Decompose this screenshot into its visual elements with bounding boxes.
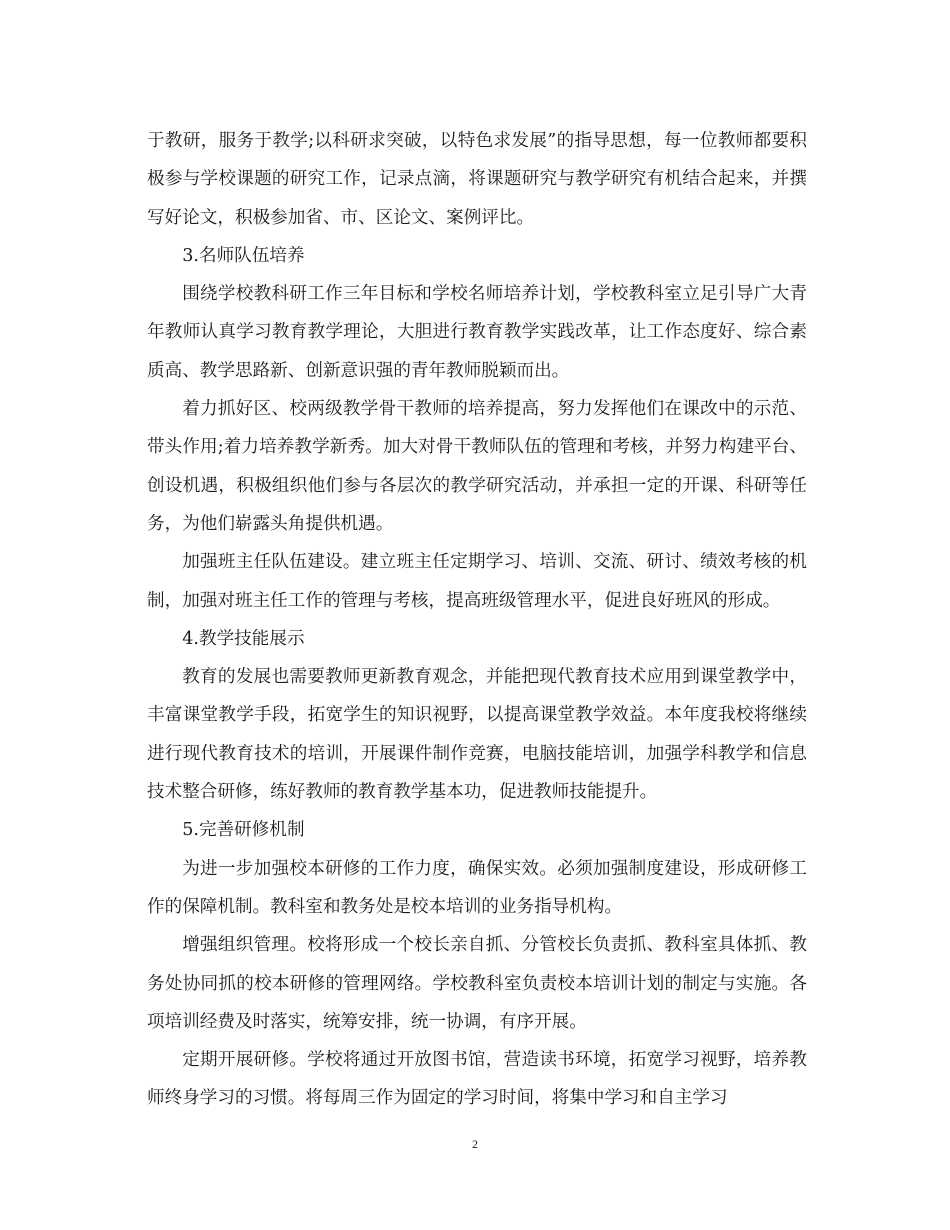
paragraph: 为进一步加强校本研修的工作力度，确保实效。必须加强制度建设，形成研修工作的保障机制。教科室和教务处是校本培训的业务指导机构。 xyxy=(147,858,807,917)
paragraph: 着力抓好区、校两级教学骨干教师的培养提高，努力发挥他们在课改中的示范、带头作用;着力培养教学新秀。加大对骨干教师队伍的管理和考核，并努力构建平台、创设机遇，积极组织他们参与各层次的教学研究活动，并承担一定的开课、科研等任务，为他们崭露头角提供机遇。 xyxy=(147,399,807,534)
page-number: 2 xyxy=(472,1137,478,1151)
paragraph: 增强组织管理。校将形成一个校长亲自抓、分管校长负责抓、教科室具体抓、教务处协同抓的校本研修的管理网络。学校教科室负责校本培训计划的制定与实施。各项培训经费及时落实，统筹安排，统一协调，有序开展。 xyxy=(147,935,807,1032)
section-heading-4: 4.教学技能展示 xyxy=(182,628,305,649)
paragraph: 定期开展研修。学校将通过开放图书馆，营造读书环境，拓宽学习视野，培养教师终身学习的习惯。将每周三作为固定的学习时间，将集中学习和自主学习 xyxy=(147,1050,807,1109)
paragraph: 教育的发展也需要教师更新教育观念，并能把现代教育技术应用到课堂教学中，丰富课堂教学手段，拓宽学生的知识视野，以提高课堂教学效益。本年度我校将继续进行现代教育技术的培训，开展课件制作竞赛，电脑技能培训，加强学科教学和信息技术整合研修，练好教师的教育教学基本功，促进教师技能提升。 xyxy=(147,667,807,803)
paragraph: 围绕学校教科研工作三年目标和学校名师培养计划，学校教科室立足引导广大青年教师认真学习教育教学理论，大胆进行教育教学实践改革，让工作态度好、综合素质高、教学思路新、创新意识强的青年教师脱颖而出。 xyxy=(147,284,807,381)
document-body xyxy=(147,122,807,1118)
paragraph: 加强班主任队伍建设。建立班主任定期学习、培训、交流、研讨、绩效考核的机制，加强对班主任工作的管理与考核，提高班级管理水平，促进良好班风的形成。 xyxy=(147,552,807,611)
paragraph-continuation: 于教研，服务于教学;以科研求突破，以特色求发展”的指导思想，每一位教师都要积极参与学校课题的研究工作，记录点滴，将课题研究与教学研究有机结合起来，并撰写好论文，积极参加省、市、区论文、案例评比。 xyxy=(147,131,807,228)
section-heading-5: 5.完善研修机制 xyxy=(182,820,305,841)
section-heading-3: 3.名师队伍培养 xyxy=(182,245,305,266)
